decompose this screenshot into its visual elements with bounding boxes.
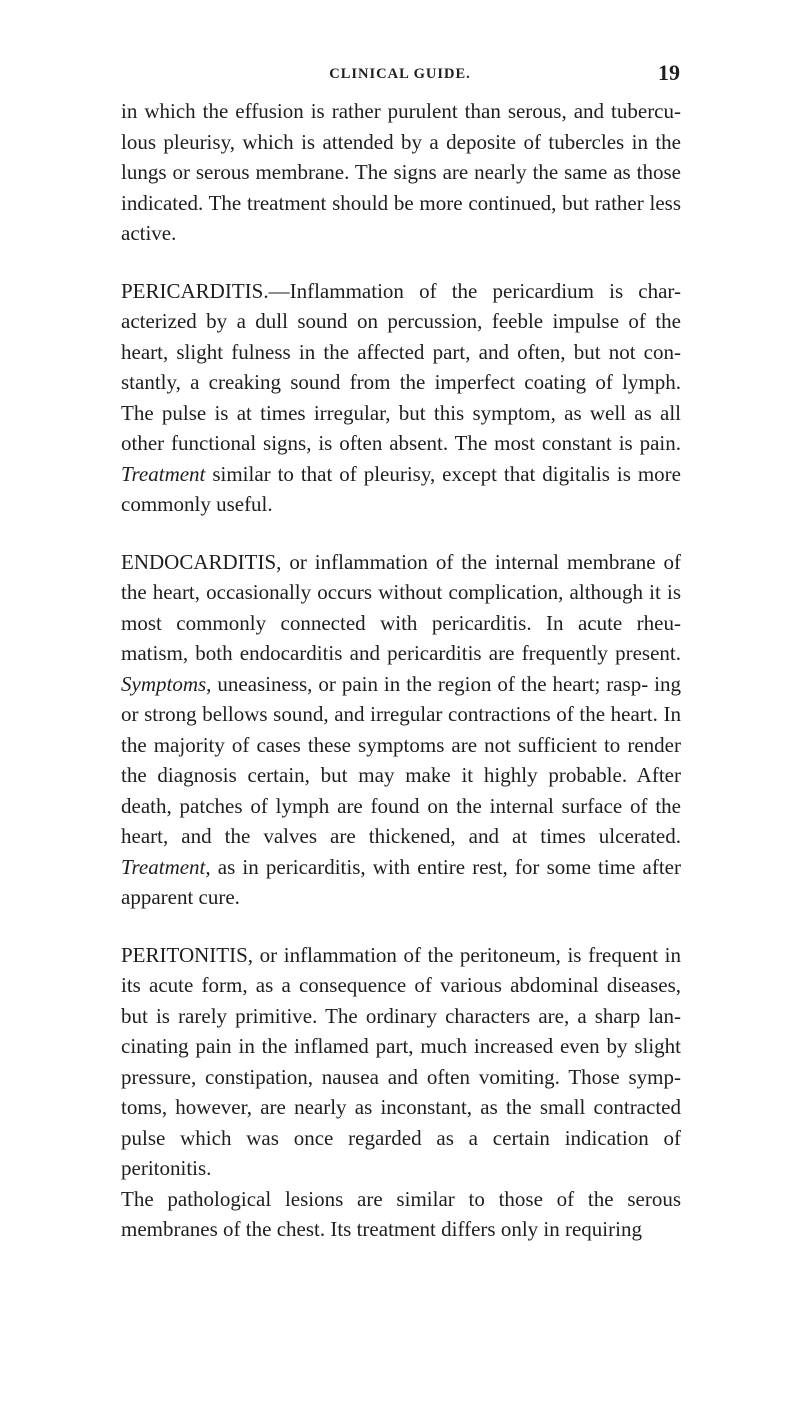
pericarditis-paragraph [121,276,681,520]
endocarditis-heading: ENDOCARDITIS, [121,549,282,574]
endocarditis-body: or inflammation of the internal membrane of the heart, occasionally occurs without complication, although it is most commonly connected with pericarditis. In acute rheu- matism, both endocarditis and pericarditis are frequently present. [121,549,681,665]
peritonitis-paragraph [121,940,681,1184]
endocarditis-symptoms-text: , uneasiness, or pain in the region of the heart; rasp- ing or strong bellows sound, and irregular contractions of the heart. In the majority of cases these symptoms are not sufficient to render the diagnosis certain, but may make it highly probable. After death, patches of lymph are found on the internal surface of the heart, and the valves are thickened, and at times ulcerated. [121,671,681,848]
continuation-paragraph [121,96,681,249]
endocarditis-paragraph [121,547,681,913]
peritonitis-heading: PERITONITIS, [121,942,254,967]
running-header [120,60,680,84]
endocarditis-symptoms-label: Symptoms [121,671,207,696]
peritonitis-lesions-paragraph [121,1184,681,1245]
pericarditis-treatment-label: Treatment [121,461,206,486]
peritonitis-body: or inflammation of the peritoneum, is frequent in its acute form, as a consequence of various abdominal diseases, but is rarely primitive. The ordinary characters are, a sharp lan- cinating pain in the inflamed part, much increased even by slight pressure, constipation, nausea and often vomiting. Those symp- toms, however, are nearly as inconstant, as the small contracted pulse which was once regarded as a certain indication of peritonitis. [121,942,681,1180]
page-body [121,96,681,1245]
running-title: CLINICAL GUIDE. [329,66,471,82]
pericarditis-treatment-text: similar to that of pleurisy, except that digitalis is more commonly useful. [121,461,681,516]
peritonitis-lesions-text: The pathological lesions are similar to those of the serous membranes of the chest. Its treatment differs only in requiring [121,1186,681,1241]
pericarditis-body: —Inflammation of the pericardium is char- acterized by a dull sound on percussion, feeble impulse of the heart, slight fulness in the affected part, and often, but not con- stantly, a creaking sound from the imperfect coating of lymph. The pulse is at times irregular, but this symptom, as well as all other functional signs, is often absent. The most constant is pain. [121,278,681,455]
pericarditis-heading: PERICARDITIS. [121,278,269,303]
continuation-text: in which the effusion is rather purulent than serous, and tubercu- lous pleurisy, which is attended by a deposite of tubercles in the lungs or serous membrane. The signs are nearly the same as those indicated. The treatment should be more continued, but rather less active. [121,99,681,245]
endocarditis-treatment-label: Treatment [121,854,206,879]
page-number: 19 [658,60,680,85]
endocarditis-treatment-text: , as in pericarditis, with entire rest, for some time after apparent cure. [121,854,681,909]
